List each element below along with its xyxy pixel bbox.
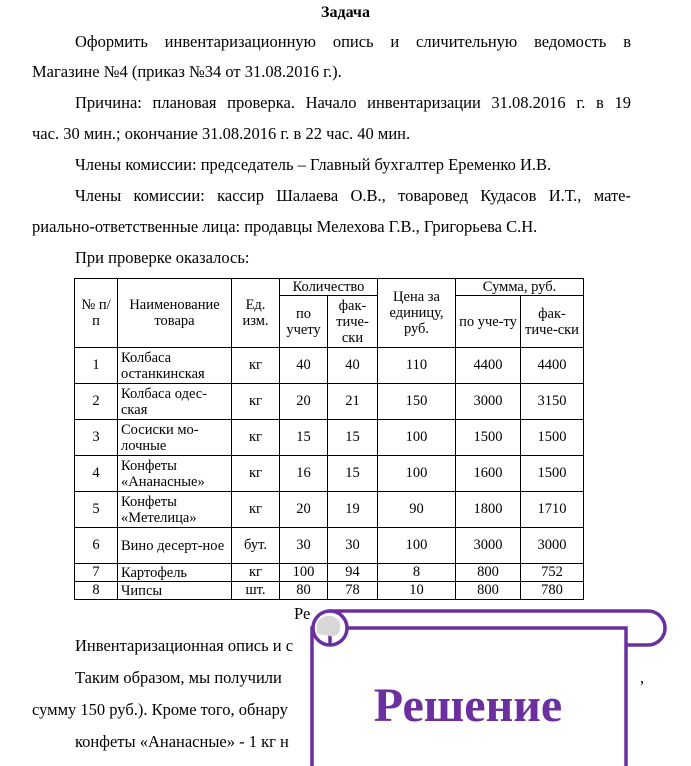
header-qty-fact: фак-тиче-ски (328, 296, 378, 348)
cell-name: Картофель (118, 564, 232, 582)
cell-sum-book: 1500 (456, 420, 521, 456)
cell-price: 110 (378, 348, 456, 384)
table-row (75, 420, 584, 456)
cell-qty-book: 20 (280, 384, 328, 420)
cell-sum-fact: 1500 (521, 420, 584, 456)
text-line-3: сумму 150 руб.). Кроме того, обнару (32, 700, 288, 719)
cell-price: 150 (378, 384, 456, 420)
paragraph-5: При проверке оказалось: (75, 248, 250, 267)
cell-qty-fact: 21 (328, 384, 378, 420)
cell-qty-book: 20 (280, 492, 328, 528)
cell-name: Чипсы (118, 582, 232, 600)
cell-qty-book: 100 (280, 564, 328, 582)
cell-sum-book: 3000 (456, 384, 521, 420)
paragraph-4-line-1: Члены комиссии: кассир Шалаева О.В., товаровед Кудасов И.Т., мате- (75, 186, 631, 205)
cell-num: 2 (75, 384, 118, 420)
cell-sum-book: 800 (456, 564, 521, 582)
text-line-4: конфеты «Ананасные» - 1 кг н (75, 732, 289, 751)
text-line-1: Инвентаризационная опись и с (75, 636, 294, 655)
paragraph-4-line-2: риально-ответственные лица: продавцы Мелехова Г.В., Григорьева С.Н. (32, 217, 538, 236)
header-num: № п/п (75, 279, 118, 348)
cell-sum-book: 3000 (456, 528, 521, 564)
cell-num: 4 (75, 456, 118, 492)
table-row (75, 492, 584, 528)
paragraph-2-line-1: Причина: плановая проверка. Начало инвентаризации 31.08.2016 г. в 19 (75, 93, 631, 112)
table-row (75, 456, 584, 492)
cell-unit: кг (232, 420, 280, 456)
header-quantity: Количество (280, 279, 378, 296)
cell-unit: кг (232, 384, 280, 420)
cell-unit: бут. (232, 528, 280, 564)
cell-qty-fact: 15 (328, 420, 378, 456)
cell-sum-fact: 4400 (521, 348, 584, 384)
paragraph-1-line-2: Магазине №4 (приказ №34 от 31.08.2016 г.). (32, 62, 342, 81)
cell-sum-book: 4400 (456, 348, 521, 384)
paragraph-2-line-2: час. 30 мин.; окончание 31.08.2016 г. в 22 час. 40 мин. (32, 124, 411, 143)
header-sum: Сумма, руб. (456, 279, 584, 296)
cell-qty-fact: 40 (328, 348, 378, 384)
header-name: Наименование товара (118, 279, 232, 348)
cell-num: 3 (75, 420, 118, 456)
cell-unit: кг (232, 492, 280, 528)
cell-price: 100 (378, 528, 456, 564)
table-row (75, 348, 584, 384)
cell-num: 6 (75, 528, 118, 564)
cell-qty-book: 16 (280, 456, 328, 492)
cell-sum-fact: 752 (521, 564, 584, 582)
cell-qty-fact: 30 (328, 528, 378, 564)
cell-num: 5 (75, 492, 118, 528)
cell-qty-book: 40 (280, 348, 328, 384)
cell-unit: шт. (232, 582, 280, 600)
cell-price: 10 (378, 582, 456, 600)
cell-sum-fact: 1710 (521, 492, 584, 528)
cell-price: 8 (378, 564, 456, 582)
cell-name: Колбаса одес-ская (118, 384, 232, 420)
cell-unit: кг (232, 456, 280, 492)
text-line-2-tail: , (640, 668, 645, 687)
cell-name: Конфеты «Метелица» (118, 492, 232, 528)
cell-name: Конфеты «Ананасные» (118, 456, 232, 492)
paragraph-1-line-1: Оформить инвентаризационную опись и сличительную ведомость в (75, 32, 631, 51)
cell-qty-fact: 15 (328, 456, 378, 492)
header-price: Цена за единицу, руб. (378, 279, 456, 348)
cell-sum-fact: 1500 (521, 456, 584, 492)
text-line-2: Таким образом, мы получили (75, 668, 282, 687)
cell-unit: кг (232, 564, 280, 582)
cell-sum-book: 1600 (456, 456, 521, 492)
cell-num: 7 (75, 564, 118, 582)
task-title: Задача (321, 4, 370, 21)
inventory-table (74, 278, 584, 600)
cell-price: 100 (378, 456, 456, 492)
cell-name: Сосиски мо-лочные (118, 420, 232, 456)
table-row (75, 564, 584, 582)
cell-sum-book: 800 (456, 582, 521, 600)
cell-sum-fact: 780 (521, 582, 584, 600)
cell-qty-book: 80 (280, 582, 328, 600)
header-sum-fact: фак-тиче-ски (521, 296, 584, 348)
cell-qty-fact: 78 (328, 582, 378, 600)
header-unit: Ед. изм. (232, 279, 280, 348)
cell-sum-fact: 3150 (521, 384, 584, 420)
header-sum-book: по уче-ту (456, 296, 521, 348)
cell-qty-book: 15 (280, 420, 328, 456)
header-qty-book: по учету (280, 296, 328, 348)
section-heading-fragment: Ре (294, 604, 311, 623)
cell-name: Вино десерт-ное (118, 528, 232, 564)
cell-num: 8 (75, 582, 118, 600)
table-row (75, 582, 584, 600)
cell-unit: кг (232, 348, 280, 384)
cell-qty-fact: 19 (328, 492, 378, 528)
cell-sum-fact: 3000 (521, 528, 584, 564)
cell-name: Колбаса останкинская (118, 348, 232, 384)
cell-price: 90 (378, 492, 456, 528)
cell-qty-fact: 94 (328, 564, 378, 582)
paragraph-3: Члены комиссии: председатель – Главный бухгалтер Еременко И.В. (75, 155, 552, 174)
cell-price: 100 (378, 420, 456, 456)
cell-num: 1 (75, 348, 118, 384)
cell-sum-book: 1800 (456, 492, 521, 528)
table-row (75, 528, 584, 564)
cell-qty-book: 30 (280, 528, 328, 564)
solution-banner-label: Решение (373, 679, 563, 732)
table-row (75, 384, 584, 420)
